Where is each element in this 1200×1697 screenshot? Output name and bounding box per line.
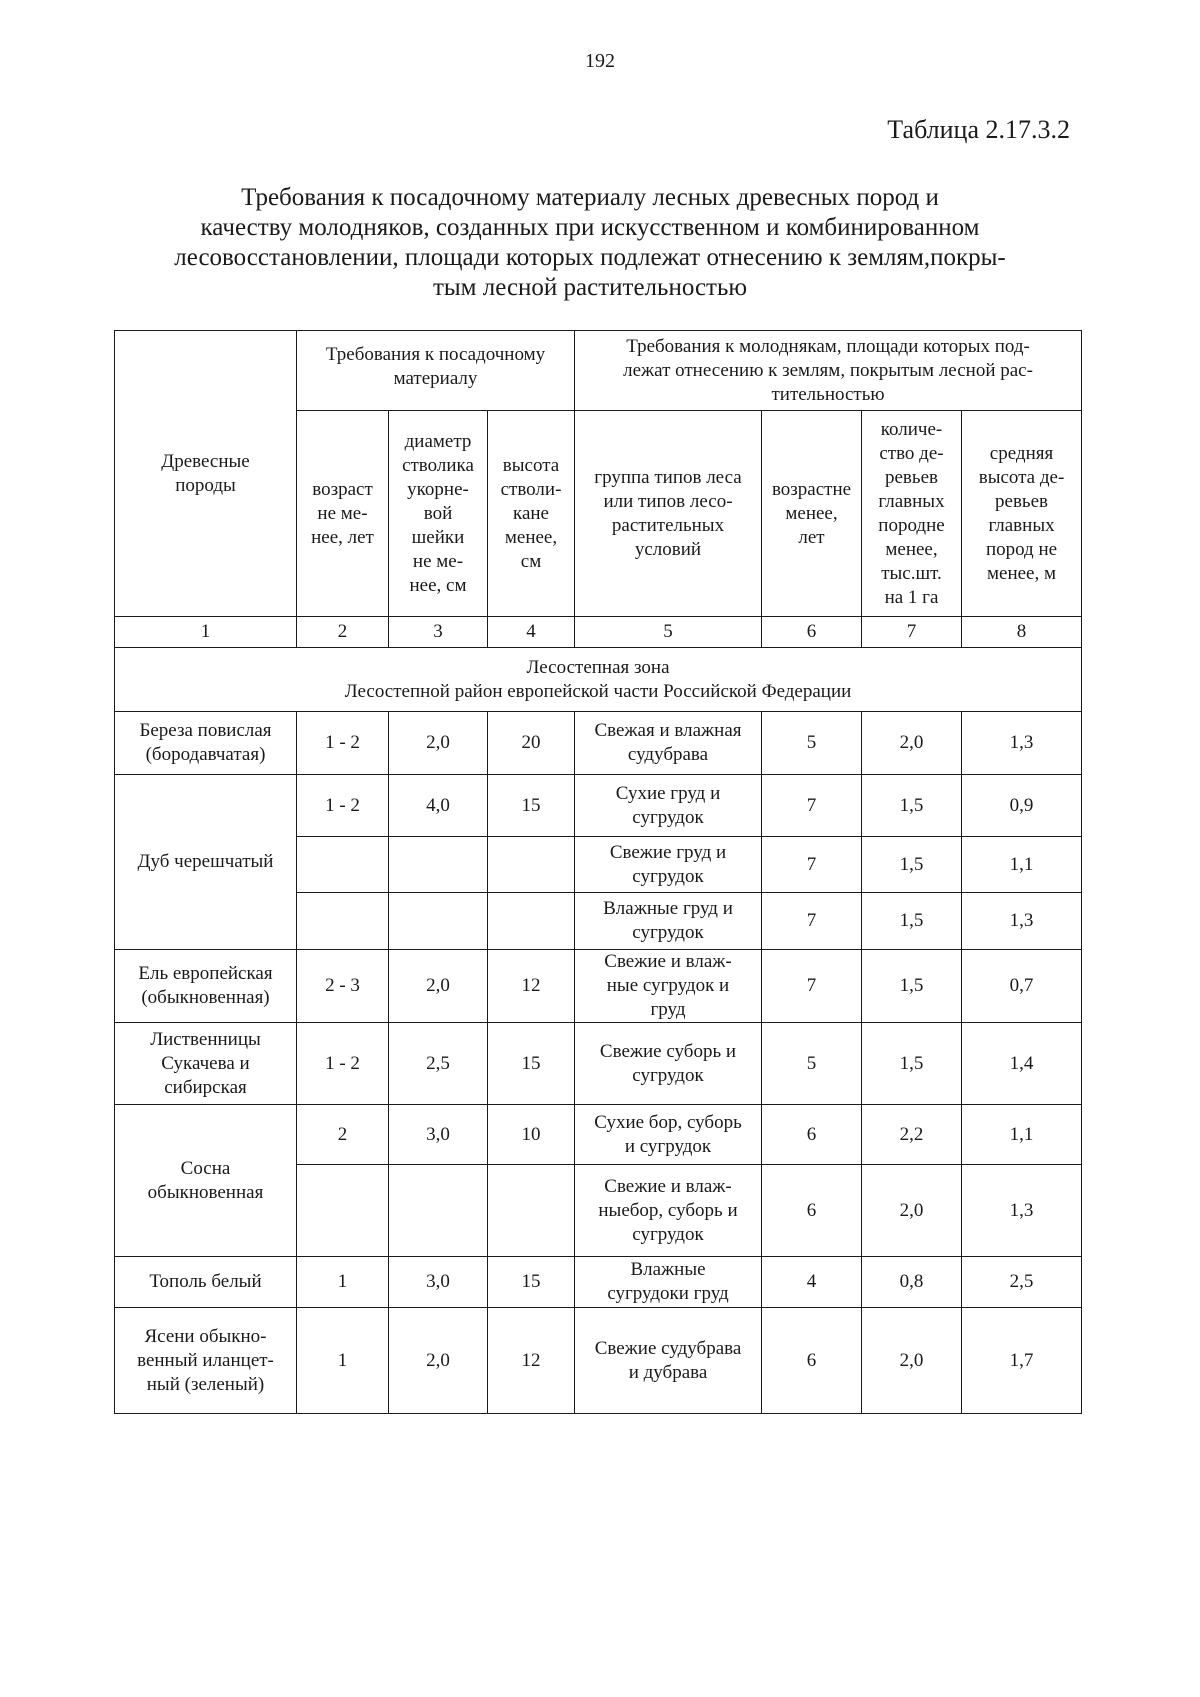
count-cell: 1,5 — [862, 893, 962, 950]
height-cell — [488, 1165, 575, 1257]
header-planting-group: Требования к посадочному материалу — [297, 331, 575, 411]
young-age-cell: 7 — [762, 950, 862, 1023]
table-row — [115, 1308, 1082, 1414]
count-cell: 1,5 — [862, 775, 962, 837]
header-col-diameter: диаметр стволика укорне- вой шейки не ме- нее, см — [389, 411, 488, 617]
column-number: 8 — [962, 617, 1082, 648]
count-cell: 2,0 — [862, 1308, 962, 1414]
age-cell — [297, 893, 389, 950]
avg-height-cell: 2,5 — [962, 1257, 1082, 1308]
height-cell: 15 — [488, 1257, 575, 1308]
header-col-forest-type: группа типов леса или типов лесо- растительных условий — [575, 411, 762, 617]
young-age-cell: 7 — [762, 893, 862, 950]
avg-height-cell: 1,4 — [962, 1023, 1082, 1105]
table-row — [115, 1105, 1082, 1165]
table-row — [115, 1257, 1082, 1308]
young-age-cell: 5 — [762, 712, 862, 775]
title-line: качеству молодняков, созданных при искусственном и комбинированном — [200, 214, 980, 241]
age-cell: 1 - 2 — [297, 775, 389, 837]
zone-row — [115, 648, 1082, 712]
avg-height-cell: 1,1 — [962, 1105, 1082, 1165]
diameter-cell: 2,0 — [389, 712, 488, 775]
young-age-cell: 5 — [762, 1023, 862, 1105]
height-cell: 15 — [488, 775, 575, 837]
table-row — [115, 1023, 1082, 1105]
count-cell: 2,0 — [862, 712, 962, 775]
column-number: 2 — [297, 617, 389, 648]
avg-height-cell: 1,7 — [962, 1308, 1082, 1414]
height-cell — [488, 893, 575, 950]
count-cell: 2,2 — [862, 1105, 962, 1165]
height-cell: 12 — [488, 1308, 575, 1414]
diameter-cell: 4,0 — [389, 775, 488, 837]
title-line: тым лесной растительностью — [432, 274, 748, 301]
height-cell: 20 — [488, 712, 575, 775]
species-cell: Дуб черешчатый — [115, 775, 297, 950]
species-cell: Сосна обыкновенная — [115, 1105, 297, 1257]
diameter-cell — [389, 1165, 488, 1257]
avg-height-cell: 1,3 — [962, 1165, 1082, 1257]
zone-heading: Лесостепная зона Лесостепной район европейской части Российской Федерации — [115, 648, 1082, 712]
count-cell: 1,5 — [862, 837, 962, 893]
age-cell: 1 - 2 — [297, 1023, 389, 1105]
header-col-height: высота стволи- кане менее, см — [488, 411, 575, 617]
count-cell: 1,5 — [862, 950, 962, 1023]
avg-height-cell: 1,3 — [962, 893, 1082, 950]
species-cell: Береза повислая (бородавчатая) — [115, 712, 297, 775]
page-number: 192 — [585, 50, 615, 72]
age-cell — [297, 1165, 389, 1257]
count-cell: 2,0 — [862, 1165, 962, 1257]
young-age-cell: 6 — [762, 1105, 862, 1165]
young-age-cell: 6 — [762, 1308, 862, 1414]
column-number: 4 — [488, 617, 575, 648]
diameter-cell: 2,0 — [389, 1308, 488, 1414]
avg-height-cell: 0,7 — [962, 950, 1082, 1023]
forest-type-cell: Свежие груд и сугрудок — [575, 837, 762, 893]
forest-type-cell: Влажные сугрудоки груд — [575, 1257, 762, 1308]
diameter-cell: 2,5 — [389, 1023, 488, 1105]
requirements-table — [114, 330, 1082, 1414]
header-col-young-age: возрастне менее, лет — [762, 411, 862, 617]
age-cell: 2 - 3 — [297, 950, 389, 1023]
diameter-cell: 3,0 — [389, 1257, 488, 1308]
forest-type-cell: Свежие суборь и сугрудок — [575, 1023, 762, 1105]
diameter-cell — [389, 837, 488, 893]
avg-height-cell: 1,3 — [962, 712, 1082, 775]
age-cell: 1 — [297, 1257, 389, 1308]
young-age-cell: 7 — [762, 775, 862, 837]
diameter-cell: 3,0 — [389, 1105, 488, 1165]
forest-type-cell: Свежие и влаж- ные сугрудок и груд — [575, 950, 762, 1023]
header-col-count: количе- ство де- ревьев главных породне менее, тыс.шт. на 1 га — [862, 411, 962, 617]
count-cell: 0,8 — [862, 1257, 962, 1308]
column-number: 5 — [575, 617, 762, 648]
document-title — [110, 183, 1070, 303]
column-number-row — [115, 617, 1082, 648]
title-line: лесовосстановлении, площади которых подлежат отнесению к землям,покры- — [174, 244, 1006, 271]
age-cell: 1 - 2 — [297, 712, 389, 775]
table-row — [115, 950, 1082, 1023]
young-age-cell: 6 — [762, 1165, 862, 1257]
header-row — [115, 331, 1082, 411]
forest-type-cell: Свежие судубрава и дубрава — [575, 1308, 762, 1414]
table-row — [115, 775, 1082, 837]
column-number: 7 — [862, 617, 962, 648]
forest-type-cell: Сухие бор, суборь и сугрудок — [575, 1105, 762, 1165]
species-cell: Тополь белый — [115, 1257, 297, 1308]
forest-type-cell: Влажные груд и сугрудок — [575, 893, 762, 950]
header-young-group: Требования к молоднякам, площади которых под- лежат отнесению к землям, покрытым лесной рас- тительностью — [575, 331, 1082, 411]
avg-height-cell: 0,9 — [962, 775, 1082, 837]
height-cell: 15 — [488, 1023, 575, 1105]
young-age-cell: 7 — [762, 837, 862, 893]
diameter-cell: 2,0 — [389, 950, 488, 1023]
header-species: Древесные породы — [115, 331, 297, 617]
age-cell — [297, 837, 389, 893]
species-cell: Лиственницы Сукачева и сибирская — [115, 1023, 297, 1105]
avg-height-cell: 1,1 — [962, 837, 1082, 893]
title-line: Требования к посадочному материалу лесных древесных пород и — [241, 184, 939, 211]
age-cell: 1 — [297, 1308, 389, 1414]
forest-type-cell: Свежие и влаж- ныебор, суборь и сугрудок — [575, 1165, 762, 1257]
header-col-avg-height: средняя высота де- ревьев главных пород не менее, м — [962, 411, 1082, 617]
age-cell: 2 — [297, 1105, 389, 1165]
table-label: Таблица 2.17.3.2 — [887, 115, 1070, 144]
height-cell — [488, 837, 575, 893]
height-cell: 12 — [488, 950, 575, 1023]
table-row — [115, 712, 1082, 775]
column-number: 6 — [762, 617, 862, 648]
column-number: 3 — [389, 617, 488, 648]
species-cell: Ясени обыкно- венный иланцет- ный (зеленый) — [115, 1308, 297, 1414]
height-cell: 10 — [488, 1105, 575, 1165]
forest-type-cell: Свежая и влажная судубрава — [575, 712, 762, 775]
young-age-cell: 4 — [762, 1257, 862, 1308]
header-col-age: возраст не ме- нее, лет — [297, 411, 389, 617]
count-cell: 1,5 — [862, 1023, 962, 1105]
column-number: 1 — [115, 617, 297, 648]
forest-type-cell: Сухие груд и сугрудок — [575, 775, 762, 837]
diameter-cell — [389, 893, 488, 950]
species-cell: Ель европейская (обыкновенная) — [115, 950, 297, 1023]
